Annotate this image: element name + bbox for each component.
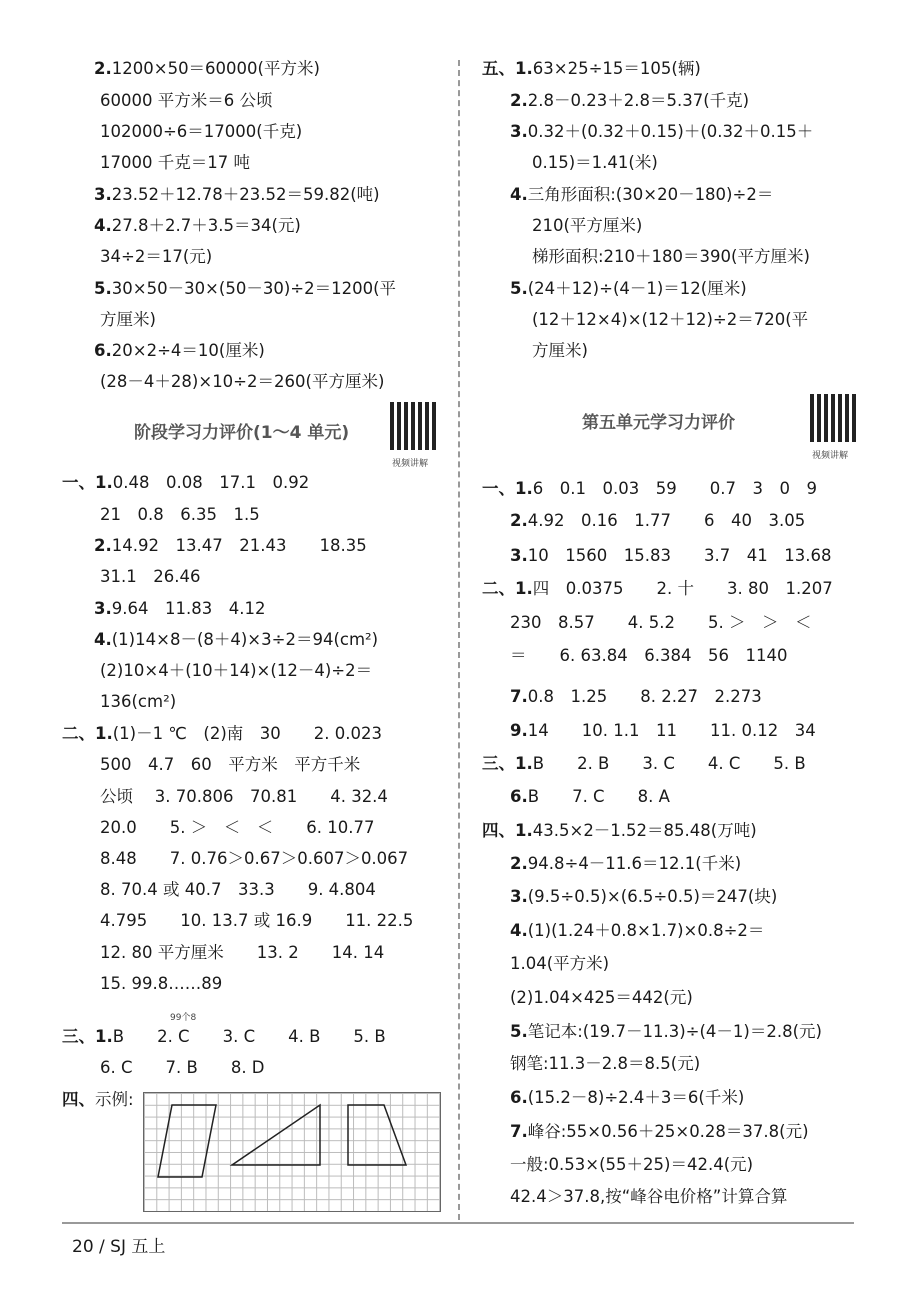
question-number: 5. <box>510 1022 528 1041</box>
answer-line <box>510 215 642 237</box>
question-number: 2. <box>510 511 528 530</box>
answer-line <box>510 1121 809 1143</box>
answer-line <box>62 1089 134 1111</box>
answer-text: 梯形面积:210＋180＝390(平方厘米) <box>532 247 810 266</box>
answer-text: 0.15)＝1.41(米) <box>532 153 658 172</box>
question-number: 四、1. <box>482 821 533 840</box>
answer-line <box>78 754 360 776</box>
qr-code-icon <box>810 394 858 442</box>
answer-line <box>510 90 749 112</box>
answer-line <box>78 786 388 808</box>
question-number: 三、1. <box>482 754 533 773</box>
question-number: 4. <box>94 216 112 235</box>
question-number: 6. <box>94 341 112 360</box>
answer-text: B 7. C 8. A <box>527 787 670 806</box>
page-footer: 20 / SJ 五上 <box>72 1237 166 1257</box>
answer-line <box>78 817 374 839</box>
answer-text: (28－4＋28)×10÷2＝260(平方厘米) <box>100 372 385 391</box>
column-divider <box>458 60 460 1220</box>
answer-text: 0.48 0.08 17.1 0.92 <box>112 473 310 492</box>
answer-text: 23.52＋12.78＋23.52＝59.82(吨) <box>111 185 380 204</box>
answer-text: 500 4.7 60 平方米 平方千米 <box>100 755 361 774</box>
answer-text: 6. C 7. B 8. D <box>100 1058 265 1077</box>
answer-text: 63×25÷15＝105(辆) <box>532 59 701 78</box>
answer-line <box>94 58 320 80</box>
answer-line <box>62 723 382 745</box>
answer-text: 31.1 26.46 <box>100 567 201 586</box>
answer-text: 公顷 3. 70.806 70.81 4. 32.4 <box>100 787 388 806</box>
answer-text: (1)－1 ℃ (2)南 30 2. 0.023 <box>112 724 382 743</box>
answer-line <box>62 472 309 494</box>
answer-line <box>510 1021 822 1043</box>
answer-line <box>510 987 693 1009</box>
answer-line <box>78 879 376 901</box>
answer-line <box>78 152 250 174</box>
drawing-grid <box>143 1092 441 1212</box>
qr-caption: 视频讲解 <box>392 459 429 469</box>
answer-text: 示例: <box>95 1090 134 1109</box>
qr-code-icon <box>390 402 438 450</box>
answer-line <box>62 1026 386 1048</box>
answer-line <box>78 504 260 526</box>
answer-text: 0.32＋(0.32＋0.15)＋(0.32＋0.15＋ <box>527 122 814 141</box>
answer-text: 102000÷6＝17000(千克) <box>100 122 303 141</box>
answer-line <box>510 645 787 667</box>
question-number: 一、1. <box>62 473 113 492</box>
answer-line <box>78 942 384 964</box>
answer-line <box>510 510 805 532</box>
answer-text: 0.8 1.25 8. 2.2̇7̇ 2.273 <box>527 687 762 706</box>
question-number: 7. <box>510 687 528 706</box>
question-number: 3. <box>94 599 112 618</box>
answer-text: 三角形面积:(30×20－180)÷2＝ <box>527 185 774 204</box>
answer-text: 10 1560 15.83 3.7 41 13.68 <box>527 546 832 565</box>
answer-line <box>482 820 757 842</box>
answer-line <box>78 121 302 143</box>
parallelogram-shape <box>158 1105 216 1177</box>
answer-line <box>78 910 413 932</box>
answer-text: (2)10×4＋(10＋14)×(12－4)÷2＝ <box>100 661 373 680</box>
answer-line <box>78 371 384 393</box>
answer-text: 一般:0.53×(55＋25)＝42.4(元) <box>510 1155 754 1174</box>
question-number: 二、1. <box>482 579 533 598</box>
brace-note: 99个8 <box>170 1013 197 1023</box>
answer-line <box>78 660 372 682</box>
answer-text: 1.04(平方米) <box>510 954 610 973</box>
question-number: 4. <box>510 921 528 940</box>
answer-line <box>78 309 156 331</box>
answer-line <box>510 786 670 808</box>
answer-text: 6 0.1 0.03 59 0.7 3 0 9 <box>532 479 817 498</box>
question-number: 2. <box>94 59 112 78</box>
answer-text: B 2. B 3. C 4. C 5. B <box>532 754 806 773</box>
answer-text: 43.5×2－1.52＝85.48(万吨) <box>532 821 757 840</box>
question-number: 3. <box>510 546 528 565</box>
answer-line <box>510 246 810 268</box>
answer-line <box>94 215 301 237</box>
answer-text: 4.795 10. 13.7 或 16.9 11. 22.5 <box>100 911 414 930</box>
answer-line <box>510 720 816 742</box>
answer-line <box>510 121 813 143</box>
answer-line <box>510 340 588 362</box>
answer-text: 60000 平方米＝6 公顷 <box>100 91 273 110</box>
answer-text: (12＋12×4)×(12＋12)÷2＝720(平 <box>532 310 809 329</box>
answer-line <box>78 691 176 713</box>
question-number: 5. <box>94 279 112 298</box>
answer-line <box>94 278 396 300</box>
answer-text: 21 0.8 6.35 1.5 <box>100 505 260 524</box>
answer-text: 2.8－0.23＋2.8＝5.37(千克) <box>527 91 750 110</box>
answer-line <box>94 184 380 206</box>
answer-text: (15.2－8)÷2.4＋3＝6(千米) <box>527 1088 745 1107</box>
question-number: 5. <box>510 279 528 298</box>
answer-line <box>510 853 741 875</box>
answer-line <box>94 535 367 557</box>
answer-text: 12. 80 平方厘米 13. 2 14. 14 <box>100 943 385 962</box>
answer-line <box>510 1087 744 1109</box>
answer-text: (2)1.04×425＝442(元) <box>510 988 693 1007</box>
question-number: 2. <box>510 91 528 110</box>
answer-line <box>78 848 408 870</box>
question-number: 三、1. <box>62 1027 113 1046</box>
answer-text: 峰谷:55×0.56＋25×0.28＝37.8(元) <box>527 1122 809 1141</box>
answer-line <box>94 629 378 651</box>
question-number: 3. <box>94 185 112 204</box>
answer-line <box>510 886 777 908</box>
answer-text: B 2. C 3. C 4. B 5. B <box>112 1027 386 1046</box>
answer-text: 15. 99.8……89 <box>100 974 223 993</box>
answer-text: 9.64 11.83 4.12 <box>111 599 266 618</box>
answer-line <box>78 246 212 268</box>
qr-caption: 视频讲解 <box>812 451 849 461</box>
question-number: 二、1. <box>62 724 113 743</box>
question-number: 3. <box>510 122 528 141</box>
question-number: 4. <box>510 185 528 204</box>
answer-line <box>510 309 808 331</box>
answer-line <box>78 973 222 995</box>
answer-text: 14.92 13.47 21.43 18.35 <box>111 536 367 555</box>
question-number: 3. <box>510 887 528 906</box>
answer-text: 34÷2＝17(元) <box>100 247 213 266</box>
answer-line <box>78 566 200 588</box>
trapezoid-shape <box>348 1105 406 1165</box>
answer-text: ＝ 6. 63.84 6.384 56 1140 <box>510 646 788 665</box>
answer-line <box>510 278 747 300</box>
answer-text: 钢笔:11.3－2.8＝8.5(元) <box>510 1054 701 1073</box>
answer-text: 方厘米) <box>532 341 588 360</box>
answer-line <box>510 953 609 975</box>
answer-text: 20.0 5. ＞ ＜ ＜ 6. 10.77 <box>100 818 375 837</box>
question-number: 2. <box>94 536 112 555</box>
triangle-shape <box>232 1105 320 1165</box>
answer-text: 230 8.57 4. 5.2 5. ＞ ＞ ＜ <box>510 613 812 632</box>
answer-line <box>510 686 762 708</box>
question-number: 9. <box>510 721 528 740</box>
answer-text: (1)(1.24＋0.8×1.7)×0.8÷2＝ <box>527 921 765 940</box>
answer-text: 4.92 0.16 1.77 6 40 3.05 <box>527 511 806 530</box>
answer-text: 210(平方厘米) <box>532 216 643 235</box>
answer-text: 方厘米) <box>100 310 156 329</box>
question-number: 6. <box>510 787 528 806</box>
answer-line <box>510 920 764 942</box>
answer-text: 17000 千克＝17 吨 <box>100 153 250 172</box>
answer-text: 8. 70.4 或 40.7 33.3 9. 4.804 <box>100 880 376 899</box>
answer-line <box>482 578 833 600</box>
answer-line <box>510 1186 787 1208</box>
answer-text: 笔记本:(19.7－11.3)÷(4－1)＝2.8(元) <box>527 1022 822 1041</box>
answer-line <box>482 58 701 80</box>
answer-line <box>510 152 658 174</box>
answer-line <box>94 340 265 362</box>
question-number: 6. <box>510 1088 528 1107</box>
question-number: 7. <box>510 1122 528 1141</box>
answer-text: 136(cm²) <box>100 692 177 711</box>
answer-text: 14 10. 1.1 11 11. 0.12 34 <box>527 721 816 740</box>
answer-text: 30×50－30×(50－30)÷2＝1200(平 <box>111 279 397 298</box>
question-number: 4. <box>94 630 112 649</box>
answer-text: 8.48 7. 0.76＞0.67＞0.607＞0.067 <box>100 849 409 868</box>
section-title-stage: 阶段学习力评价(1～4 单元) <box>134 423 350 443</box>
answer-text: (24＋12)÷(4－1)＝12(厘米) <box>527 279 747 298</box>
answer-text: (9.5÷0.5)×(6.5÷0.5)＝247(块) <box>527 887 778 906</box>
section-title-unit5: 第五单元学习力评价 <box>582 413 735 433</box>
answer-line <box>94 598 265 620</box>
answer-line <box>78 90 272 112</box>
answer-text: 20×2÷4＝10(厘米) <box>111 341 265 360</box>
question-number: 四、 <box>62 1090 95 1109</box>
answer-line <box>78 1057 265 1079</box>
answer-line <box>510 1154 753 1176</box>
answer-text: 27.8＋2.7＋3.5＝34(元) <box>111 216 301 235</box>
answer-line <box>510 612 811 634</box>
answer-line <box>482 478 817 500</box>
answer-text: 四 0.0375 2. 十 3. 80 1.207 <box>532 579 833 598</box>
answer-text: (1)14×8－(8＋4)×3÷2＝94(cm²) <box>111 630 379 649</box>
answer-text: 42.4＞37.8,按“峰谷电价格”计算合算 <box>510 1187 788 1206</box>
answer-line <box>510 545 831 567</box>
question-number: 2. <box>510 854 528 873</box>
question-number: 一、1. <box>482 479 533 498</box>
answer-line <box>510 1053 700 1075</box>
answer-text: 94.8÷4－11.6＝12.1(千米) <box>527 854 742 873</box>
answer-text: 1200×50＝60000(平方米) <box>111 59 320 78</box>
example-shapes <box>144 1093 440 1211</box>
footer-rule <box>62 1222 854 1224</box>
answer-line <box>510 184 773 206</box>
question-number: 五、1. <box>482 59 533 78</box>
answer-line <box>482 753 806 775</box>
